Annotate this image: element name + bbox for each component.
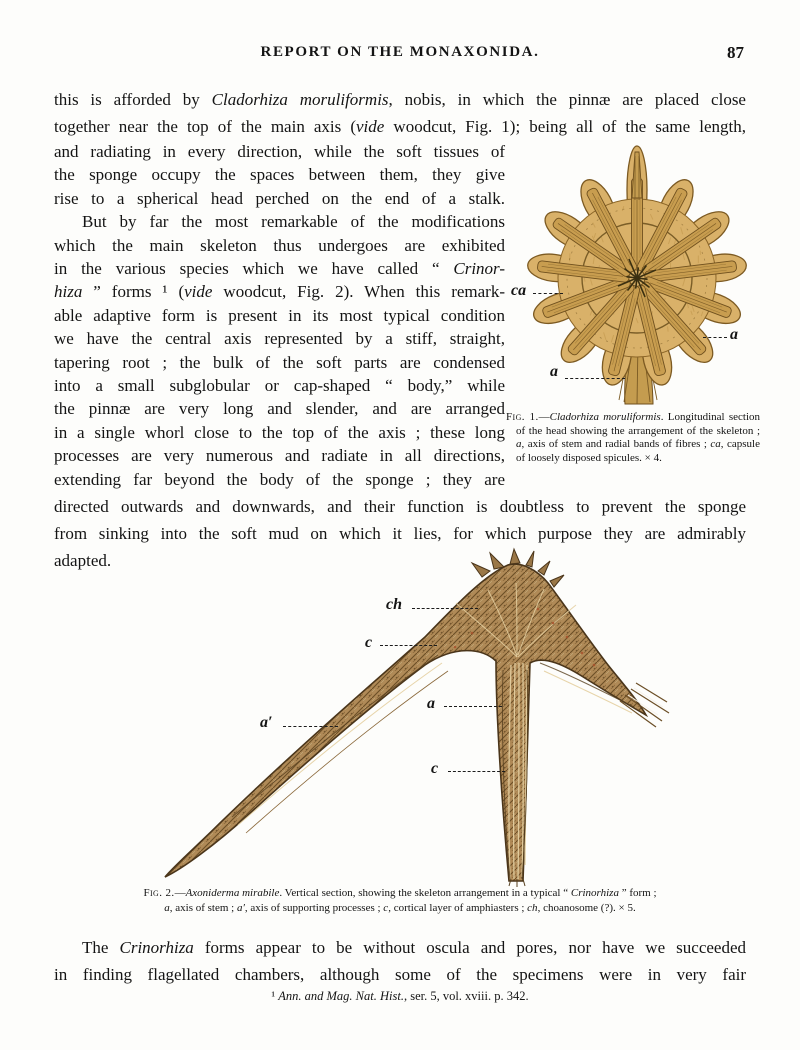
- leader-line: [444, 706, 502, 707]
- text-line: adapted.: [54, 551, 112, 570]
- text-line: in a single whorl close to the top of the axis ; these long: [54, 422, 505, 442]
- leader-line: [412, 608, 478, 609]
- fig2-caption-line2: a, axis of stem ; a′, axis of supporting processes ; c, cortical layer of amphiasters ; ch, choanosome (?). × 5.: [164, 902, 636, 914]
- text-line: The Crinorhiza forms appear to be without oscula and pores, nor have we succeeded: [82, 938, 746, 957]
- leader-line: [448, 771, 505, 772]
- fig1-caption: Fig. 1.—Cladorhiza moruliformis. Longitudinal section of the head showing the arrangement of the skeleton ; a, axis of stem and radial bands of fibres ; ca, capsule of loosely disposed spicules. × 4.: [506, 411, 760, 464]
- leader-line: [380, 645, 437, 646]
- fig2-label-choanosome: ch: [386, 596, 402, 613]
- running-header: REPORT ON THE MONAXONIDA.: [260, 44, 540, 60]
- text-line: from sinking into the soft mud on which it lies, for which purpose they are admirably: [54, 524, 746, 543]
- text-line: the pinnæ are very long and slender, and are arranged: [54, 399, 505, 419]
- text-line: in the various species which we have called “ Crinor-: [54, 259, 505, 278]
- fig2-label-cortical-upper: c: [365, 634, 373, 651]
- page-number: 87: [727, 43, 744, 62]
- fig1-label-capsule: ca: [511, 282, 527, 299]
- leader-line: [565, 378, 625, 379]
- fig2-label-axis: a: [427, 695, 435, 712]
- fig1-label-axis-bottom: a: [550, 363, 558, 380]
- text-line: extending far beyond the body of the sponge ; they are: [54, 469, 505, 489]
- text-line: processes are very numerous and radiate in all directions,: [54, 446, 505, 466]
- leader-line: [533, 293, 563, 294]
- text-line: in finding flagellated chambers, although some of the specimens were in very fair: [54, 965, 746, 984]
- text-line: tapering root ; the bulk of the soft parts are condensed: [54, 352, 505, 372]
- fig1-illustration: [507, 142, 767, 408]
- fig1-label-axis-right: a: [730, 326, 738, 343]
- footnote: ¹ Ann. and Mag. Nat. Hist., ser. 5, vol. xviii. p. 342.: [271, 989, 529, 1003]
- text-line: the sponge occupy the spaces between them, they give: [54, 165, 505, 185]
- text-line: which the main skeleton thus undergoes are exhibited: [54, 235, 505, 255]
- text-line: hiza ” forms ¹ (vide woodcut, Fig. 2). When this remark-: [54, 282, 505, 302]
- text-line: rise to a spherical head perched on the end of a stalk.: [54, 188, 505, 208]
- text-line: But by far the most remarkable of the modifications: [82, 212, 505, 232]
- fig2-label-axis-prime: a′: [260, 714, 273, 731]
- leader-line: [283, 726, 338, 727]
- fig2-label-cortical-lower: c: [431, 760, 439, 777]
- fig2-caption-line1: Fig. 2.—Axoniderma mirabile. Vertical section, showing the skeleton arrangement in a typical “ Crinorhiza ” form ;: [143, 887, 657, 899]
- text-line: directed outwards and downwards, and their function is doubtless to prevent the sponge: [54, 497, 746, 516]
- text-line: and radiating in every direction, while the soft tissues of: [54, 142, 505, 161]
- leader-line: [703, 337, 727, 338]
- text-line: we have the central axis represented by a stiff, straight,: [54, 329, 505, 349]
- text-line: into a small subglobular or cap-shaped “ body,” while: [54, 376, 505, 395]
- text-line: together near the top of the main axis (vide woodcut, Fig. 1); being all of the same length,: [54, 117, 746, 136]
- text-line: able adaptive form is present in its most typical condition: [54, 305, 505, 325]
- fig1-woodcut: [507, 142, 767, 408]
- text-line: this is afforded by Cladorhiza moruliformis, nobis, in which the pinnæ are placed close: [54, 90, 746, 109]
